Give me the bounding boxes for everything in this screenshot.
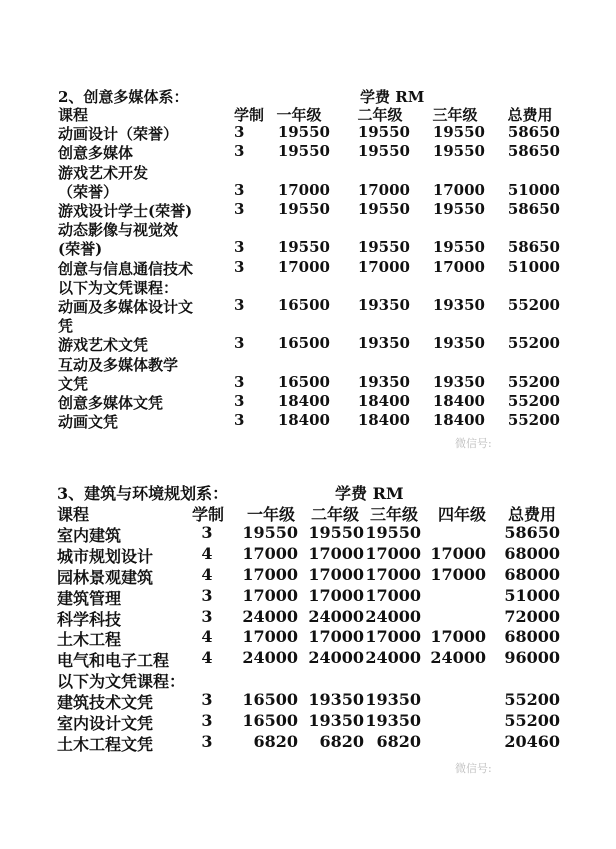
course-name: 以下为文凭课程： <box>58 278 179 297</box>
cell-value: 17000 <box>242 564 298 584</box>
table-row <box>0 142 616 162</box>
cell-value: 17000 <box>308 585 364 605</box>
cell-value: 17000 <box>365 564 421 584</box>
section-title: 3、建筑与环境规划系： <box>57 484 229 503</box>
cell-value: 58650 <box>504 522 560 542</box>
cell-value: 19550 <box>242 522 298 542</box>
watermark: 微信号: <box>455 762 492 775</box>
cell-value: 19350 <box>308 711 364 730</box>
cell-value: 68000 <box>504 543 560 563</box>
column-header: 学制 <box>234 106 265 124</box>
cell-value: 16500 <box>277 334 330 353</box>
cell-value: 4 <box>201 627 213 647</box>
cell-value: 17000 <box>430 627 486 647</box>
cell-value: 3 <box>234 123 245 142</box>
column-header: 总费用 <box>507 106 553 124</box>
cell-value: 19350 <box>357 334 410 353</box>
cell-value: 4 <box>201 564 213 584</box>
course-name: 游戏艺术开发 <box>58 163 149 182</box>
table-row <box>0 732 616 753</box>
course-name: 室内设计文凭 <box>57 714 154 733</box>
cell-value: 19550 <box>277 200 330 218</box>
course-name: 文凭 <box>58 374 89 393</box>
table-row <box>0 648 616 669</box>
table-header-row <box>0 104 616 124</box>
cell-value: 19550 <box>432 142 485 161</box>
cell-value: 3 <box>201 690 213 710</box>
fee-label: 学费 RM <box>335 484 404 503</box>
fee-label: 学费 RM <box>360 88 425 106</box>
column-header: 课程 <box>58 106 89 124</box>
cell-value: 24000 <box>365 606 421 626</box>
table-row <box>0 607 616 628</box>
cell-value: 72000 <box>504 606 560 626</box>
column-header: 三年级 <box>432 106 478 124</box>
cell-value: 3 <box>201 606 213 626</box>
column-header: 一年级 <box>276 106 322 124</box>
cell-value: 3 <box>201 522 213 542</box>
cell-value: 19350 <box>357 296 410 314</box>
cell-value: 16500 <box>242 711 298 730</box>
cell-value: 58650 <box>507 238 560 257</box>
table-row <box>0 690 616 711</box>
table-row <box>0 711 616 732</box>
course-name: 电气和电子工程 <box>57 651 170 671</box>
cell-value: 18400 <box>432 392 485 410</box>
cell-value: 17000 <box>308 627 364 647</box>
course-name: 互动及多媒体教学 <box>58 355 179 374</box>
cell-value: 18400 <box>277 392 330 410</box>
cell-value: 19550 <box>277 123 330 142</box>
cell-value: 58650 <box>507 123 560 142</box>
cell-value: 68000 <box>504 564 560 584</box>
column-header: 课程 <box>57 505 90 524</box>
cell-value: 6820 <box>376 731 421 751</box>
course-name: （荣誉） <box>58 182 119 201</box>
cell-value: 51000 <box>507 180 560 199</box>
table-row <box>0 238 616 258</box>
cell-value: 19550 <box>432 200 485 218</box>
cell-value: 18400 <box>432 411 485 430</box>
course-name: 建筑管理 <box>57 588 122 608</box>
cell-value: 68000 <box>504 627 560 647</box>
course-name: 土木工程文凭 <box>57 734 154 754</box>
course-name: 土木工程 <box>57 630 122 650</box>
course-name: 创意多媒体文凭 <box>58 394 164 412</box>
cell-value: 24000 <box>242 606 298 626</box>
course-name: 动态影像与视觉效 <box>58 221 179 240</box>
cell-value: 17000 <box>430 564 486 584</box>
cell-value: 58650 <box>507 200 560 218</box>
cell-value: 55200 <box>507 296 560 314</box>
table-header-row <box>0 502 616 523</box>
cell-value: 17000 <box>432 257 485 276</box>
cell-value: 55200 <box>507 372 560 391</box>
course-name: 城市规划设计 <box>57 546 154 566</box>
cell-value: 24000 <box>430 648 486 668</box>
cell-value: 17000 <box>357 257 410 276</box>
table-row <box>0 586 616 607</box>
cell-value: 55200 <box>504 711 560 730</box>
cell-value: 19350 <box>308 690 364 710</box>
cell-value: 20460 <box>504 731 560 751</box>
cell-value: 17000 <box>277 180 330 199</box>
cell-value: 55200 <box>507 411 560 430</box>
cell-value: 4 <box>201 648 213 668</box>
cell-value: 19550 <box>357 200 410 218</box>
cell-value: 17000 <box>308 564 364 584</box>
cell-value: 4 <box>201 543 213 563</box>
cell-value: 19550 <box>357 142 410 161</box>
cell-value: 24000 <box>308 648 364 668</box>
table-row <box>0 627 616 648</box>
cell-value: 19350 <box>432 372 485 391</box>
cell-value: 18400 <box>277 411 330 430</box>
cell-value: 17000 <box>277 257 330 276</box>
cell-value: 3 <box>234 257 245 276</box>
cell-value: 19350 <box>432 296 485 314</box>
table-row <box>0 334 616 354</box>
cell-value: 17000 <box>365 627 421 647</box>
course-name: 凭 <box>58 317 74 336</box>
course-name: 动画设计（荣誉） <box>58 125 179 144</box>
table-row <box>0 123 616 143</box>
cell-value: 19550 <box>432 238 485 257</box>
course-name: (荣誉) <box>58 240 103 259</box>
cell-value: 3 <box>234 296 245 314</box>
table-row <box>0 544 616 565</box>
cell-value: 17000 <box>365 543 421 563</box>
cell-value: 3 <box>234 180 245 199</box>
cell-value: 24000 <box>242 648 298 668</box>
course-name: 园林景观建筑 <box>57 567 154 587</box>
watermark: 微信号: <box>455 437 492 450</box>
column-header: 二年级 <box>310 505 359 524</box>
cell-value: 19350 <box>365 711 421 730</box>
cell-value: 6820 <box>319 731 364 751</box>
column-header: 三年级 <box>369 505 418 524</box>
table-row <box>0 219 616 239</box>
table-row <box>0 181 616 201</box>
cell-value: 17000 <box>365 585 421 605</box>
cell-value: 96000 <box>504 648 560 668</box>
cell-value: 58650 <box>507 142 560 161</box>
cell-value: 19550 <box>308 522 364 542</box>
course-name: 建筑技术文凭 <box>57 693 154 713</box>
cell-value: 19550 <box>357 238 410 257</box>
table-row <box>0 200 616 220</box>
course-name: 以下为文凭课程： <box>57 672 186 692</box>
course-name: 室内建筑 <box>57 525 122 545</box>
cell-value: 18400 <box>357 411 410 430</box>
cell-value: 3 <box>234 200 245 218</box>
cell-value: 17000 <box>242 627 298 647</box>
cell-value: 24000 <box>365 648 421 668</box>
table-row <box>0 523 616 544</box>
cell-value: 55200 <box>504 690 560 710</box>
column-header: 二年级 <box>357 106 403 124</box>
table-row <box>0 411 616 431</box>
cell-value: 19350 <box>365 690 421 710</box>
course-name: 创意多媒体 <box>58 144 134 163</box>
cell-value: 3 <box>234 411 245 430</box>
cell-value: 19550 <box>357 123 410 142</box>
cell-value: 17000 <box>357 180 410 199</box>
column-header: 一年级 <box>246 505 295 524</box>
cell-value: 3 <box>201 585 213 605</box>
column-header: 四年级 <box>437 505 486 524</box>
table-row <box>0 315 616 335</box>
cell-value: 3 <box>234 392 245 410</box>
table-row <box>0 669 616 690</box>
table-row <box>0 565 616 586</box>
cell-value: 3 <box>234 372 245 391</box>
table-row <box>0 162 616 182</box>
cell-value: 3 <box>234 334 245 353</box>
cell-value: 17000 <box>430 543 486 563</box>
cell-value: 6820 <box>253 731 298 751</box>
cell-value: 24000 <box>308 606 364 626</box>
cell-value: 3 <box>201 711 213 730</box>
table-row <box>0 296 616 316</box>
table-row <box>0 354 616 374</box>
table-row <box>0 277 616 297</box>
table-row <box>0 258 616 278</box>
cell-value: 19550 <box>277 238 330 257</box>
section-title: 2、创意多媒体系： <box>58 88 189 106</box>
cell-value: 16500 <box>277 372 330 391</box>
course-name: 科学科技 <box>57 609 122 629</box>
cell-value: 17000 <box>308 543 364 563</box>
cell-value: 3 <box>234 238 245 257</box>
column-header: 总费用 <box>507 505 556 524</box>
course-name: 创意与信息通信技术 <box>58 259 194 278</box>
cell-value: 17000 <box>432 180 485 199</box>
course-name: 动画及多媒体设计文 <box>58 298 194 316</box>
cell-value: 3 <box>234 142 245 161</box>
cell-value: 19350 <box>432 334 485 353</box>
course-name: 游戏艺术文凭 <box>58 336 149 355</box>
cell-value: 19550 <box>365 522 421 542</box>
cell-value: 55200 <box>507 334 560 353</box>
cell-value: 19350 <box>357 372 410 391</box>
cell-value: 16500 <box>277 296 330 314</box>
cell-value: 19550 <box>432 123 485 142</box>
cell-value: 17000 <box>242 585 298 605</box>
column-header: 学制 <box>192 505 225 524</box>
course-name: 动画文凭 <box>58 413 119 432</box>
table-row <box>0 373 616 393</box>
cell-value: 3 <box>201 731 213 751</box>
cell-value: 19550 <box>277 142 330 161</box>
cell-value: 51000 <box>504 585 560 605</box>
cell-value: 18400 <box>357 392 410 410</box>
cell-value: 55200 <box>507 392 560 410</box>
course-name: 游戏设计学士(荣誉) <box>58 202 193 220</box>
cell-value: 17000 <box>242 543 298 563</box>
cell-value: 51000 <box>507 257 560 276</box>
cell-value: 16500 <box>242 690 298 710</box>
table-row <box>0 392 616 412</box>
